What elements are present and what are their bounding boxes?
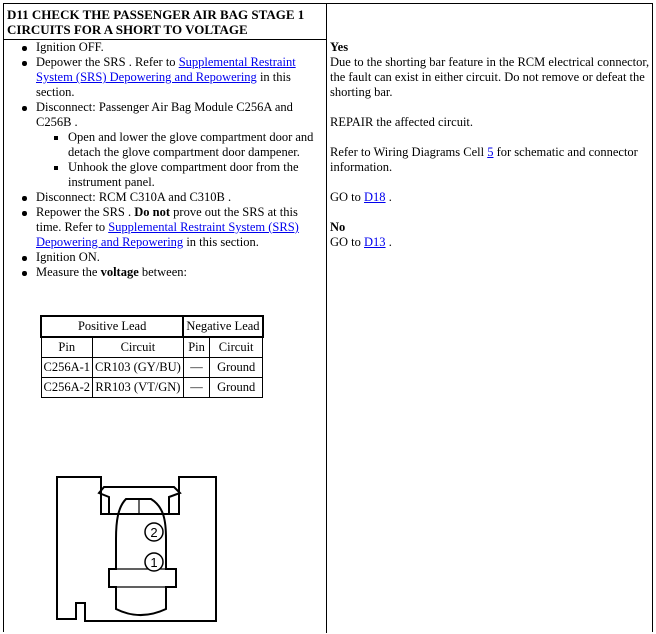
pin-1-marker xyxy=(145,553,163,571)
table-row: C256A-1 CR103 (GY/BU) — Ground xyxy=(41,358,263,378)
list-item: Ignition OFF. xyxy=(18,40,326,55)
go-no-text: GO to D13 . xyxy=(330,235,392,249)
voltage-table xyxy=(40,315,264,398)
list-item: Measure the voltage between: xyxy=(18,265,326,280)
list-item: Repower the SRS . Do not prove out the SRS at this time. Refer to Supplemental Restraint System (SRS) Depowering and Repowering in this section. xyxy=(18,205,326,250)
step-frame xyxy=(3,3,653,632)
left-column xyxy=(4,4,326,570)
right-column xyxy=(330,40,652,250)
pin-header: Pin xyxy=(183,337,209,358)
sub-list xyxy=(50,130,326,190)
list-item: Disconnect: RCM C310A and C310B . xyxy=(18,190,326,205)
step-list xyxy=(18,40,326,280)
connector-diagram xyxy=(54,469,224,634)
table-row: C256A-2 RR103 (VT/GN) — Ground xyxy=(41,378,263,398)
pin-2-label: 2 xyxy=(150,525,158,540)
go-d13-link[interactable]: D13 xyxy=(364,235,386,249)
pin-1-label: 1 xyxy=(150,555,158,570)
refer-text: Refer to Wiring Diagrams Cell 5 for schematic and connector information. xyxy=(330,145,638,174)
go-yes-text: GO to D18 . xyxy=(330,190,392,204)
yes-heading: Yes xyxy=(330,40,349,54)
no-heading: No xyxy=(330,220,346,234)
negative-lead-header: Negative Lead xyxy=(183,316,262,337)
sub-list-item: Open and lower the glove compartment door and detach the glove compartment door dampener. xyxy=(50,130,326,160)
pin-header: Pin xyxy=(41,337,93,358)
srs-repower-link[interactable]: Supplemental Restraint System (SRS) Depowering and Repowering xyxy=(36,220,299,249)
circuit-header: Circuit xyxy=(93,337,184,358)
circuit-header: Circuit xyxy=(210,337,263,358)
repair-text: REPAIR the affected circuit. xyxy=(330,115,474,129)
list-item: Depower the SRS . Refer to Supplemental Restraint System (SRS) Depowering and Repowering in this section. xyxy=(18,55,326,100)
wiring-cell-link[interactable]: 5 xyxy=(487,145,494,159)
list-item: Ignition ON. xyxy=(18,250,326,265)
go-d18-link[interactable]: D18 xyxy=(364,190,386,204)
step-title: D11 CHECK THE PASSENGER AIR BAG STAGE 1 CIRCUITS FOR A SHORT TO VOLTAGE xyxy=(4,4,326,40)
positive-lead-header: Positive Lead xyxy=(41,316,183,337)
pin-2-marker xyxy=(145,523,163,541)
sub-list-item: Unhook the glove compartment door from the instrument panel. xyxy=(50,160,326,190)
list-item: Disconnect: Passenger Air Bag Module C256A and C256B . Open and lower the glove compartment door and detach the glove compartment door dampener. Unhook the glove compartment door from the instrument panel. xyxy=(18,100,326,190)
column-divider xyxy=(326,4,327,633)
srs-depower-link[interactable]: Supplemental Restraint System (SRS) Depowering and Repowering xyxy=(36,55,296,84)
yes-text: Due to the shorting bar feature in the RCM electrical connector, the fault can exist in either circuit. Do not remove or defeat the shorting bar. xyxy=(330,55,650,99)
